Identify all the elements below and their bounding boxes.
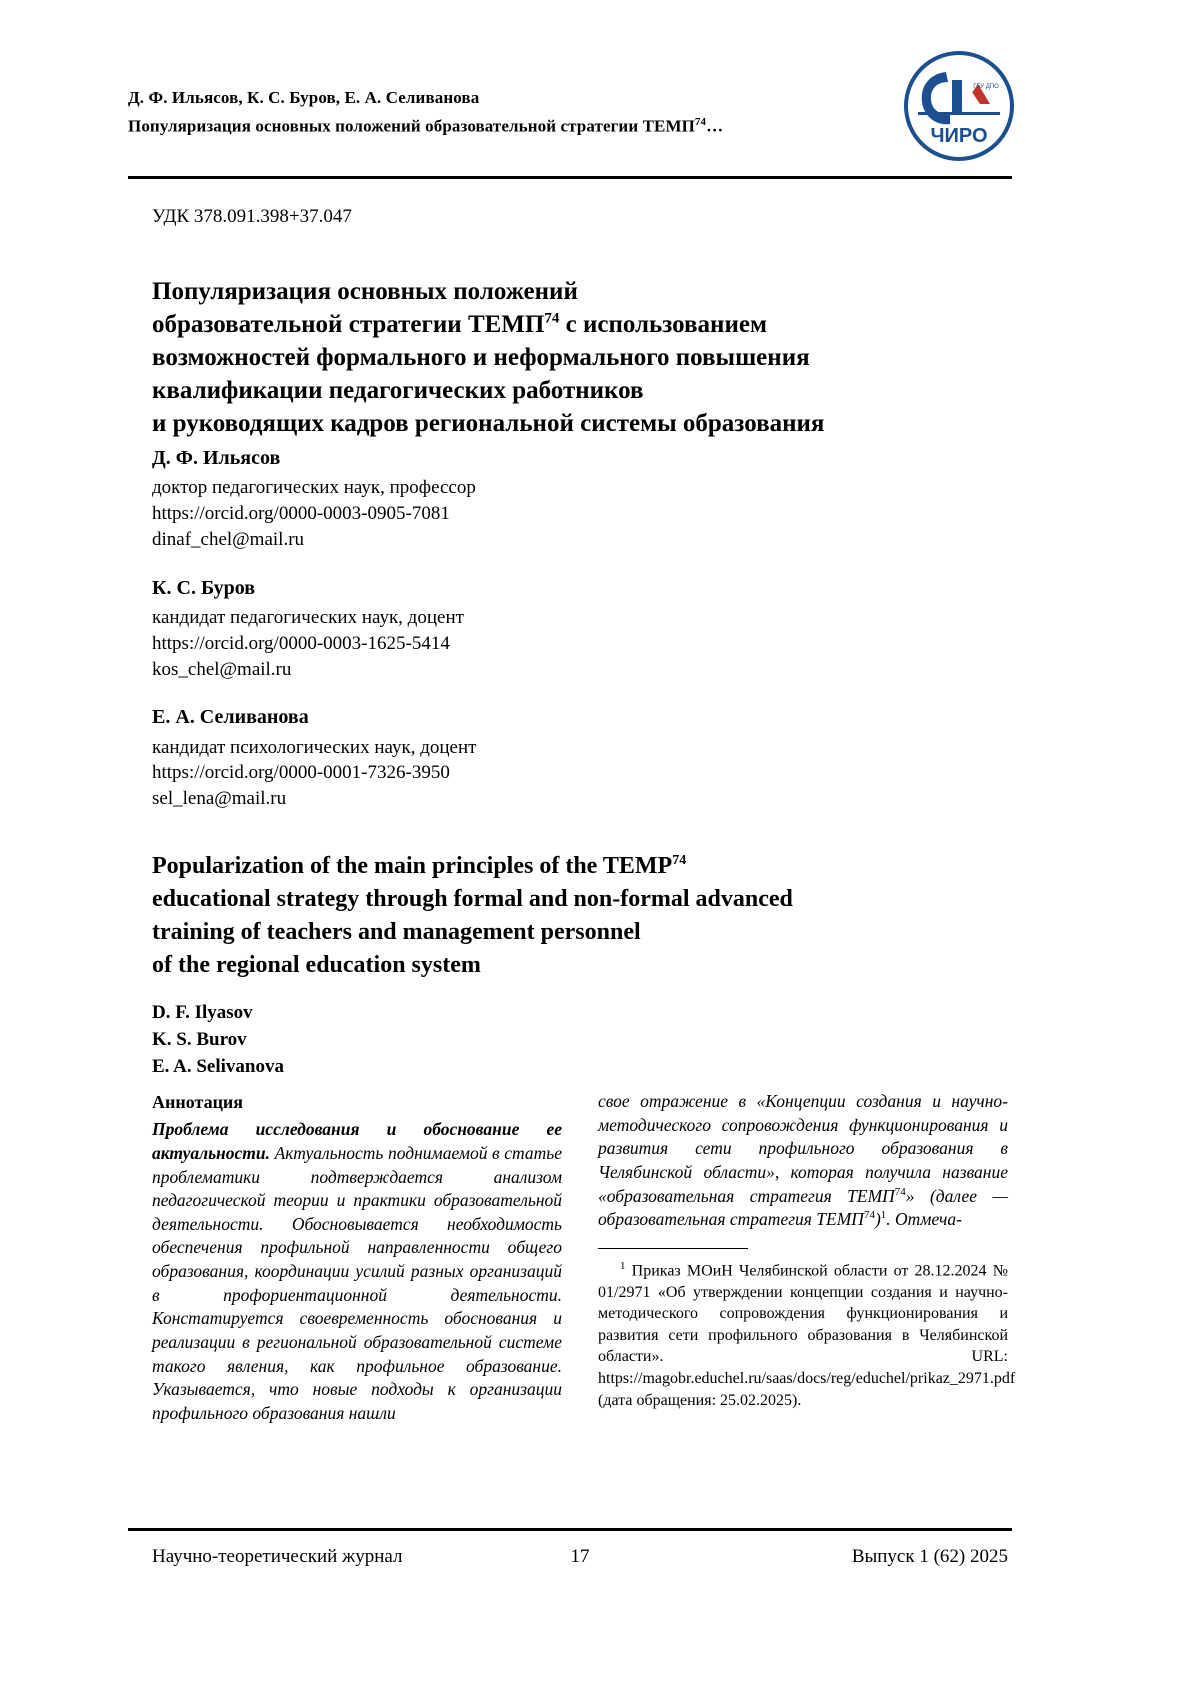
author-orcid-link[interactable]: https://orcid.org/0000-0003-1625-5414 [152, 632, 450, 654]
abstract-continuation [598, 1090, 1008, 1232]
author-block [152, 575, 752, 683]
running-head-title [128, 116, 1012, 137]
running-head-ellipsis: … [706, 116, 724, 136]
continuation-sup-2: 74 [863, 1209, 875, 1222]
footnote-text [598, 1259, 1016, 1411]
svg-text:ЧИРО: ЧИРО [930, 125, 988, 147]
footnote-divider [598, 1248, 748, 1249]
author-name-en: E. A. Selivanova [152, 1055, 284, 1077]
authors-ru-list [152, 445, 752, 812]
author-degree: кандидат психологических наук, доцент [152, 736, 477, 758]
running-head-authors: Д. Ф. Ильясов, К. С. Буров, Е. А. Селиванова [128, 88, 480, 107]
title-en-line3: training of teachers and management personnel [152, 919, 641, 946]
page-title-en [152, 850, 1008, 982]
footer-page-number: 17 [570, 1546, 590, 1567]
author-email-link[interactable]: kos_chel@mail.ru [152, 658, 292, 680]
author-degree: кандидат педагогических наук, доцент [152, 606, 464, 628]
title-ru-line5: и руководящих кадров региональной системы образования [152, 409, 825, 437]
running-head-superscript: 74 [694, 116, 707, 128]
continuation-part4: . Отмеча- [886, 1209, 962, 1230]
title-ru-line1: Популяризация основных положений [152, 277, 578, 305]
title-ru-line4: квалификации педагогических работников [152, 376, 644, 404]
author-name: Д. Ф. Ильясов [152, 447, 281, 469]
running-head [128, 88, 1012, 137]
author-email-link[interactable]: dinaf_chel@mail.ru [152, 528, 305, 550]
abstract-heading: Аннотация [152, 1092, 244, 1112]
abstract-text [152, 1118, 562, 1425]
author-degree: доктор педагогических наук, профессор [152, 477, 476, 499]
continuation-part1: свое отражение в «Концепции создания и научно-методического сопровождения функционирования и развития сети профильного образования в Челябинской области», которая получила название «образовательная стратегия ТЕМП [598, 1091, 1008, 1206]
author-block [152, 445, 752, 553]
footer-issue: Выпуск 1 (62) 2025 [851, 1546, 1008, 1567]
author-orcid-link[interactable]: https://orcid.org/0000-0003-0905-7081 [152, 503, 450, 525]
author-name-en: D. F. Ilyasov [152, 1002, 253, 1023]
udc-code: УДК 378.091.398+37.047 [152, 206, 352, 227]
title-ru-line3: возможностей формального и неформального повышения [152, 343, 810, 371]
footnote-reference[interactable]: 1 [880, 1209, 887, 1222]
footnote-body: Приказ МОиН Челябинской области от 28.12.2024 № 01/2971 «Об утверждении концепции создания и научно-методического сопровождения функционирования и развития сети профильного образования в Челябинской области». URL: https://magobr.educhel.ru/saas/docs/reg/educhel/prikaz_2971.pdf (дата обращения: 25.02.2025). [598, 1262, 1016, 1409]
svg-text:ГБУ ДПО: ГБУ ДПО [973, 84, 999, 90]
author-orcid-link[interactable]: https://orcid.org/0000-0001-7326-3950 [152, 762, 450, 784]
title-ru-line2b: с использованием [559, 310, 767, 338]
author-name: К. С. Буров [152, 576, 256, 599]
chiro-logo-icon [900, 50, 1018, 162]
author-block [152, 704, 752, 812]
footnote-marker: 1 [620, 1259, 626, 1272]
title-en-line4: of the regional education system [152, 952, 481, 979]
author-email-link[interactable]: sel_lena@mail.ru [152, 788, 287, 810]
header-divider [128, 176, 1012, 179]
page-content [128, 0, 1016, 1697]
continuation-part2: » (далее — образовательная стратегия ТЕМП [598, 1185, 1008, 1230]
abstract-body: Актуальность поднимаемой в статье проблематики подтверждается анализом педагогической теории и практики образовательной деятельности. Обосновывается необходимость обеспечения профильной направленности общего образования, координации усилий разных организаций в профориентационной деятельности. Констатируется своевременность обоснования и реализации в региональной образовательной системе такого явления, как профильное образование. Указывается, что новые подходы к организации профильного образования нашли [152, 1142, 562, 1423]
author-name-en: K. S. Burov [152, 1028, 247, 1050]
abstract-column [152, 1090, 562, 1425]
footer-divider [128, 1528, 1012, 1531]
authors-en-list [152, 1000, 284, 1081]
title-en-line2: educational strategy through formal and non-formal advanced [152, 886, 793, 913]
title-ru-superscript: 74 [544, 310, 560, 327]
continuation-column [598, 1090, 1016, 1411]
running-head-title-text: Популяризация основных положений образовательной стратегии ТЕМП [128, 116, 695, 136]
title-ru-line2a: образовательной стратегии ТЕМП [152, 310, 545, 338]
title-en-superscript: 74 [672, 852, 687, 868]
abstract-lead: Проблема исследования и обоснование ее актуальности. [152, 1119, 562, 1163]
continuation-part3: ) [874, 1209, 881, 1230]
page-title-ru [152, 275, 1008, 440]
title-en-line1a: Popularization of the main principles of the TEMP [152, 852, 673, 879]
continuation-sup-1: 74 [894, 1185, 906, 1198]
author-name: Е. А. Селиванова [152, 706, 309, 729]
footer-journal-name: Научно-теоретический журнал [152, 1546, 403, 1567]
